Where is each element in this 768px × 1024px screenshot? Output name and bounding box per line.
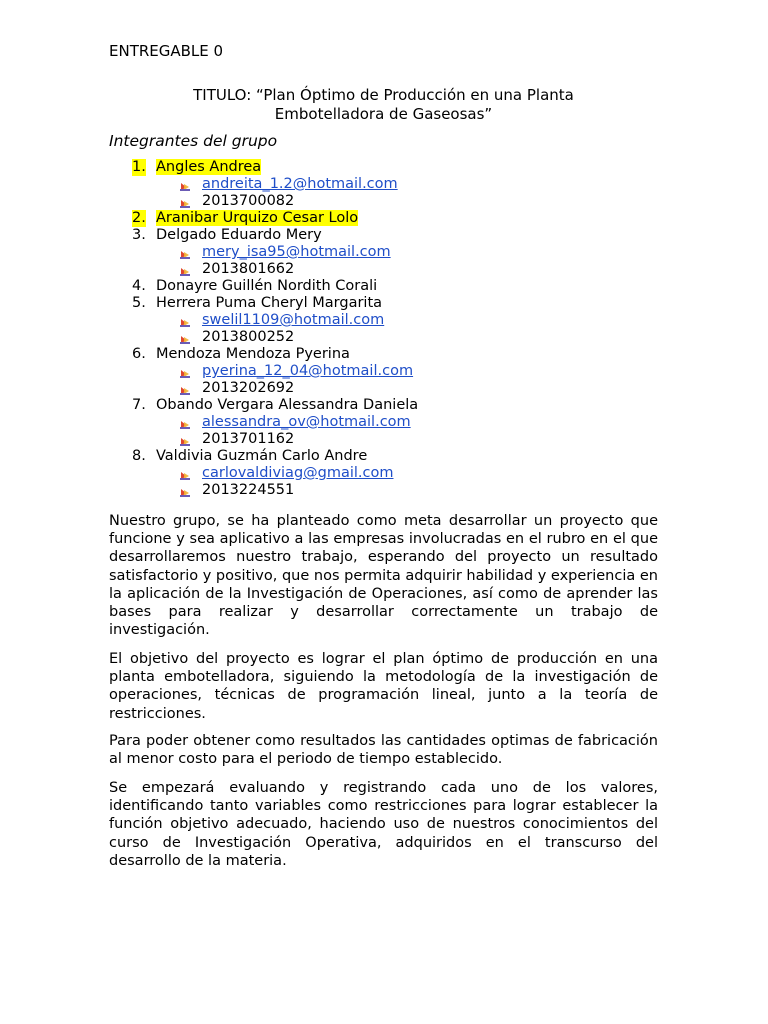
member-item — [132, 346, 672, 363]
document-title — [109, 86, 658, 124]
member-name: Mendoza Mendoza Pyerina — [156, 346, 350, 362]
member-email-link[interactable]: carlovaldiviag@gmail.com — [202, 465, 394, 481]
arrow-bullet-icon — [180, 333, 190, 343]
member-item — [132, 397, 672, 414]
arrow-bullet-icon — [180, 248, 190, 258]
arrow-bullet-icon — [180, 265, 190, 275]
paragraph-1: Nuestro grupo, se ha planteado como meta desarrollar un proyecto que funcione y sea aplicativo a las empresas involucradas en el rubro en el que desarrollaremos nuestro trabajo, esperando del proyecto un resultado satisfactorio y positivo, que nos permita adquirir habilidad y experiencia en la aplicación de la Investigación de Operaciones, así como de aprender las bases para realizar y desarrollar correctamente un trabajo de investigación. — [109, 513, 658, 639]
member-number: 5. — [132, 295, 146, 311]
member-item — [132, 295, 672, 312]
member-code-row — [132, 482, 672, 499]
member-code-row — [132, 261, 672, 278]
member-number: 1. — [132, 159, 146, 175]
title-line-2: Embotelladora de Gaseosas” — [274, 105, 493, 123]
member-name: Aranibar Urquizo Cesar Lolo — [156, 210, 359, 226]
member-number: 8. — [132, 448, 146, 464]
member-name: Obando Vergara Alessandra Daniela — [156, 397, 419, 413]
title-line-1: TITULO: “Plan Óptimo de Producción en una Planta — [193, 86, 574, 104]
member-number: 7. — [132, 397, 146, 413]
member-email-row — [132, 465, 672, 482]
paragraph-3: Para poder obtener como resultados las cantidades optimas de fabricación al menor costo para el periodo de tiempo establecido. — [109, 733, 658, 768]
member-code: 2013701162 — [202, 431, 295, 447]
member-code-row — [132, 431, 672, 448]
member-item — [132, 278, 672, 295]
member-item — [132, 159, 672, 176]
member-email-row — [132, 176, 672, 193]
member-code: 2013801662 — [202, 261, 295, 277]
member-email-link[interactable]: alessandra_ov@hotmail.com — [202, 414, 411, 430]
arrow-bullet-icon — [180, 384, 190, 394]
arrow-bullet-icon — [180, 486, 190, 496]
member-name: Delgado Eduardo Mery — [156, 227, 322, 243]
member-code: 2013202692 — [202, 380, 295, 396]
deliverable-heading: ENTREGABLE 0 — [109, 42, 224, 60]
paragraph-4: Se empezará evaluando y registrando cada uno de los valores, identificando tanto variables como restricciones para lograr establecer la función objetivo adecuado, haciendo uso de nuestros conocimientos del curso de Investigación Operativa, adquiridos en el transcurso del desarrollo de la materia. — [109, 780, 658, 869]
members-list — [132, 159, 672, 499]
arrow-bullet-icon — [180, 197, 190, 207]
paragraph-2: El objetivo del proyecto es lograr el plan óptimo de producción en una planta embotelladora, siguiendo la metodología de la investigación de operaciones, técnicas de programación lineal, junto a la teoría de restricciones. — [109, 651, 658, 722]
member-name: Angles Andrea — [156, 159, 262, 175]
member-email-row — [132, 363, 672, 380]
member-code: 2013224551 — [202, 482, 295, 498]
member-number: 4. — [132, 278, 146, 294]
member-code-row — [132, 380, 672, 397]
member-number: 2. — [132, 210, 146, 226]
member-email-link[interactable]: andreita_1.2@hotmail.com — [202, 176, 398, 192]
member-email-row — [132, 244, 672, 261]
arrow-bullet-icon — [180, 367, 190, 377]
arrow-bullet-icon — [180, 316, 190, 326]
member-code: 2013700082 — [202, 193, 295, 209]
member-name: Herrera Puma Cheryl Margarita — [156, 295, 383, 311]
member-code: 2013800252 — [202, 329, 295, 345]
group-members-heading: Integrantes del grupo — [109, 132, 278, 150]
member-email-link[interactable]: swelil1109@hotmail.com — [202, 312, 385, 328]
member-item — [132, 448, 672, 465]
arrow-bullet-icon — [180, 435, 190, 445]
arrow-bullet-icon — [180, 418, 190, 428]
member-code-row — [132, 193, 672, 210]
member-item — [132, 210, 672, 227]
arrow-bullet-icon — [180, 180, 190, 190]
member-email-link[interactable]: pyerina_12_04@hotmail.com — [202, 363, 414, 379]
member-email-link[interactable]: mery_isa95@hotmail.com — [202, 244, 391, 260]
member-name: Valdivia Guzmán Carlo Andre — [156, 448, 368, 464]
member-email-row — [132, 312, 672, 329]
member-email-row — [132, 414, 672, 431]
arrow-bullet-icon — [180, 469, 190, 479]
member-name: Donayre Guillén Nordith Corali — [156, 278, 378, 294]
member-item — [132, 227, 672, 244]
member-code-row — [132, 329, 672, 346]
member-number: 3. — [132, 227, 146, 243]
member-number: 6. — [132, 346, 146, 362]
